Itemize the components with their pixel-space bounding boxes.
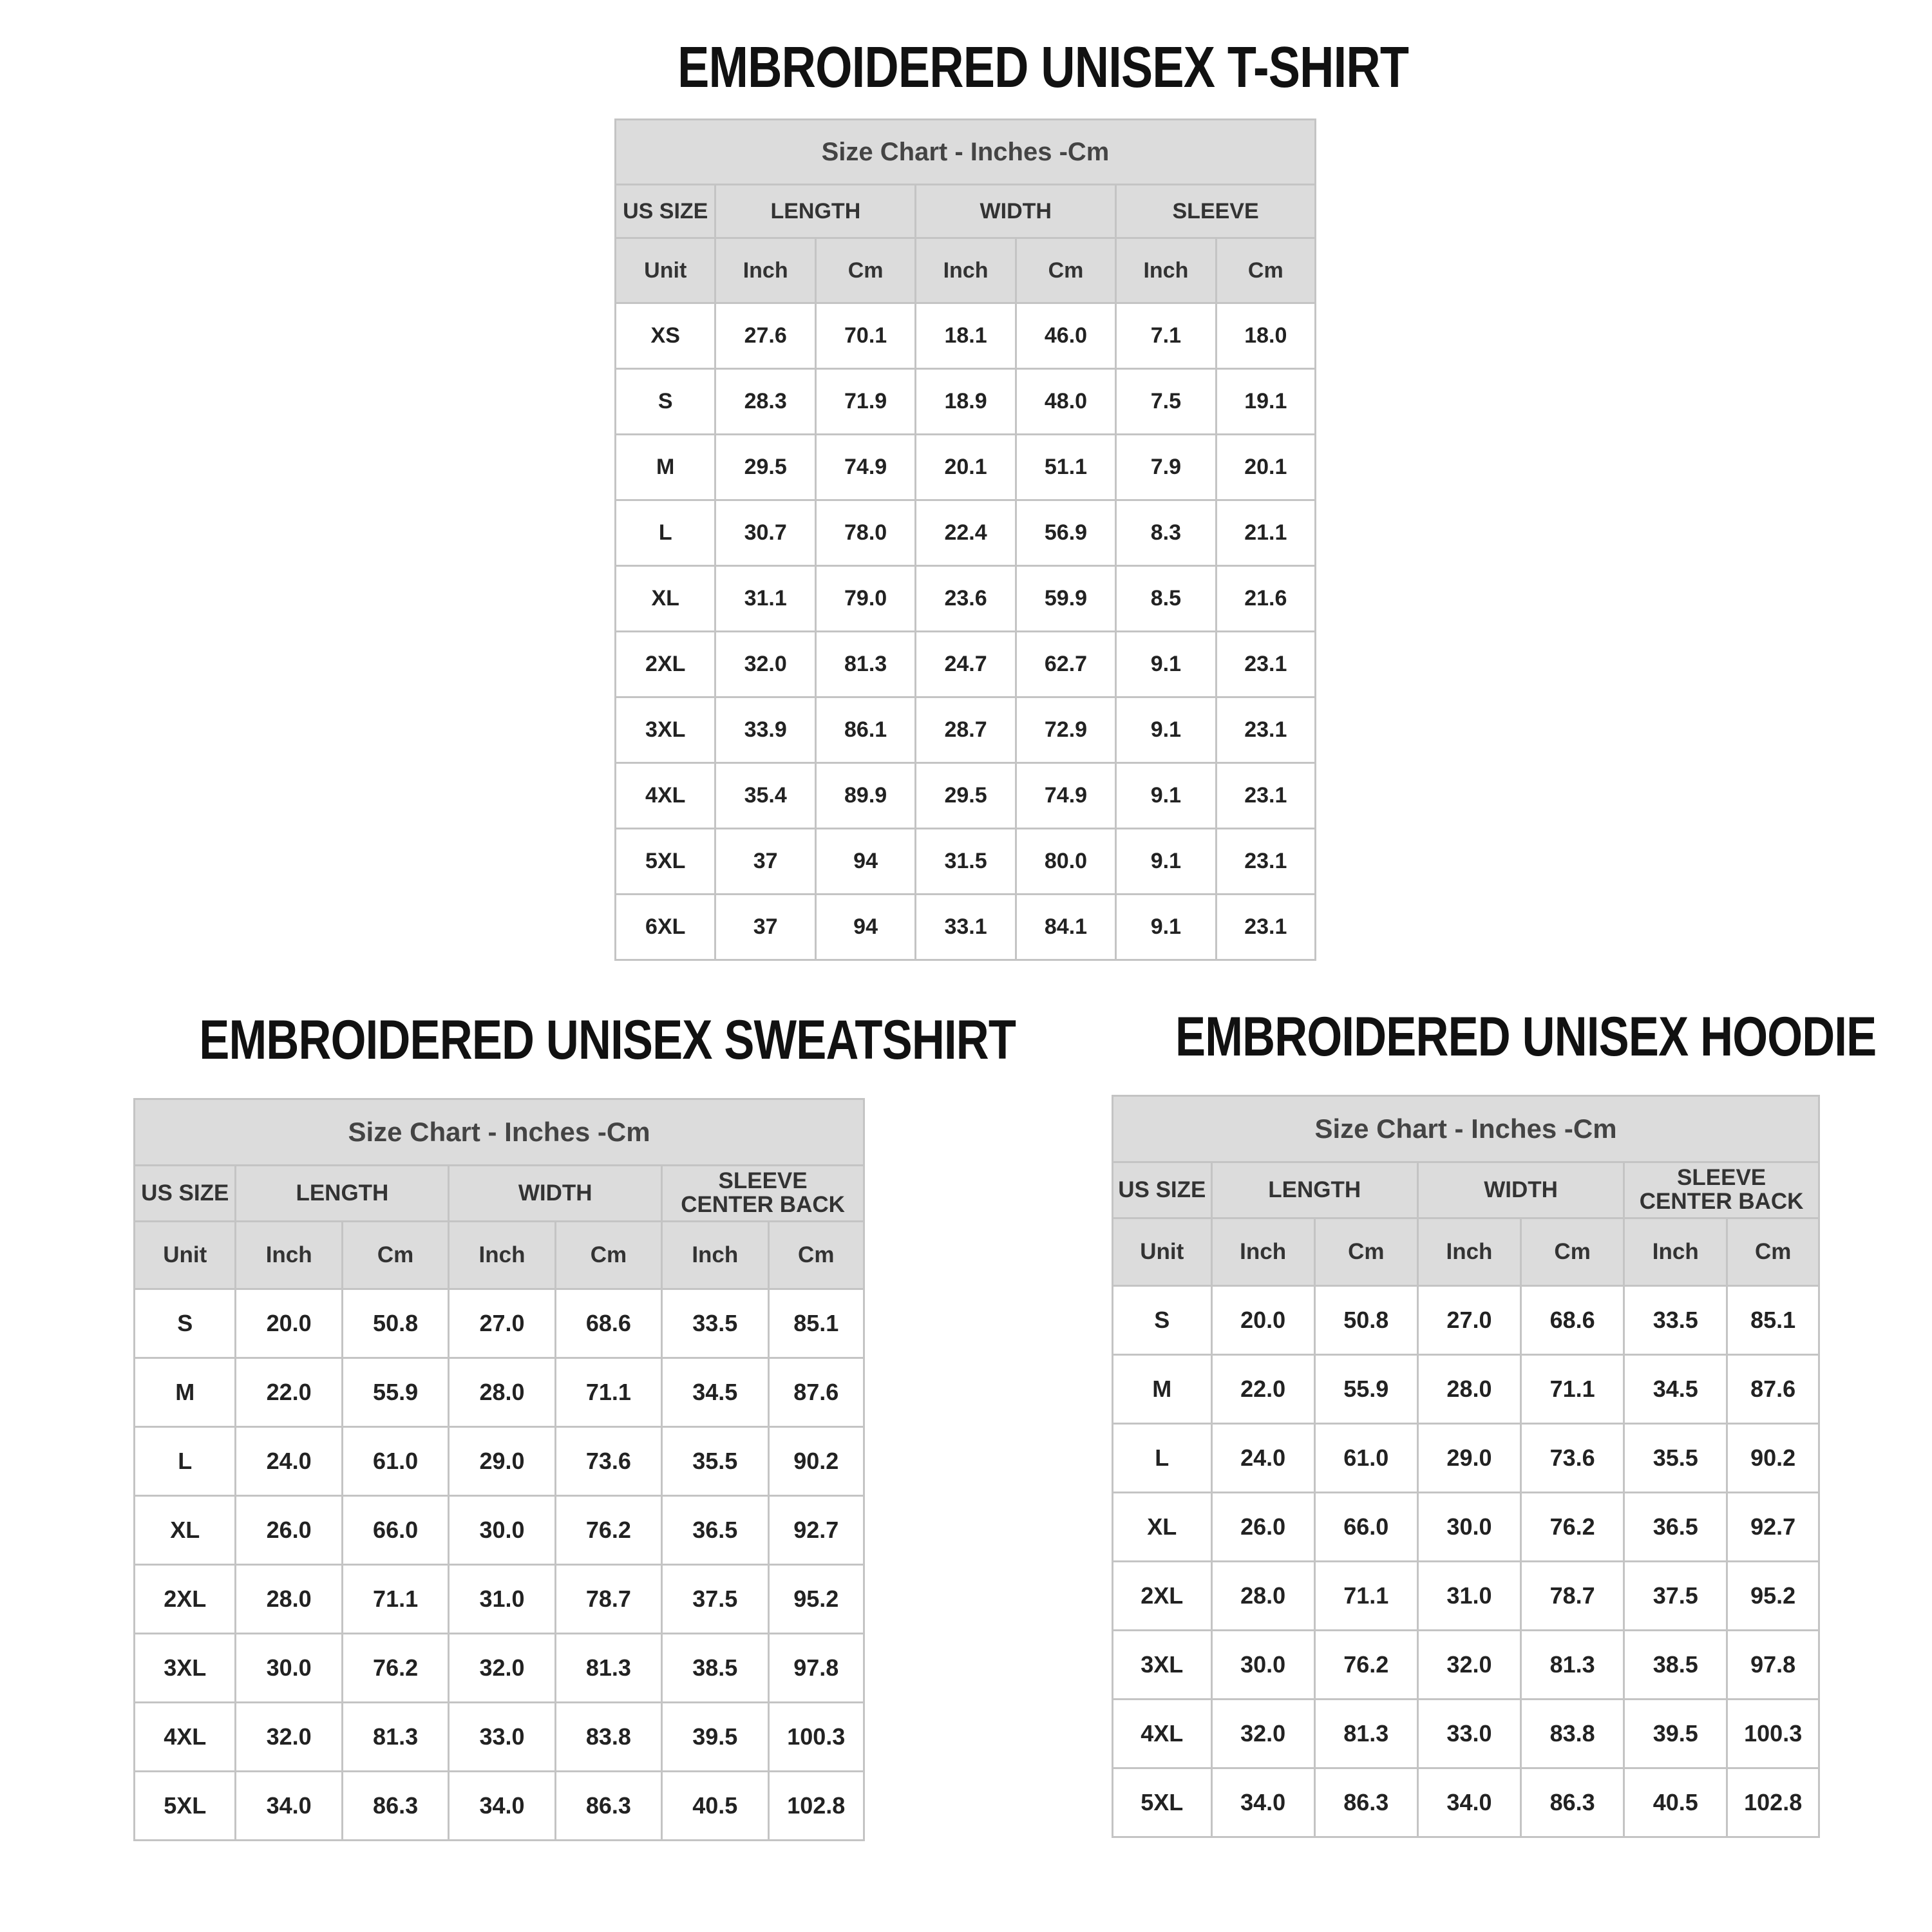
measurement-cell: 33.0	[1417, 1700, 1520, 1768]
measurement-cell: 76.2	[1521, 1493, 1624, 1562]
measurement-cell: 79.0	[815, 566, 915, 632]
measurement-cell: 22.0	[236, 1358, 342, 1427]
table-row	[616, 369, 1316, 435]
table-row	[135, 1772, 864, 1841]
measurement-cell: 66.0	[1314, 1493, 1417, 1562]
measurement-cell: 87.6	[1727, 1355, 1819, 1424]
measurement-cell: 71.1	[1314, 1562, 1417, 1631]
tshirt-size-table	[614, 118, 1316, 961]
measurement-cell: 34.5	[1624, 1355, 1727, 1424]
measurement-cell: 84.1	[1016, 895, 1115, 960]
size-cell: 4XL	[616, 763, 715, 829]
width-header: WIDTH	[1417, 1162, 1624, 1218]
length-header: LENGTH	[1211, 1162, 1417, 1218]
size-cell: S	[616, 369, 715, 435]
measurement-cell: 8.3	[1116, 500, 1216, 566]
measurement-cell: 100.3	[768, 1703, 864, 1772]
measurement-cell: 92.7	[1727, 1493, 1819, 1562]
measurement-cell: 19.1	[1216, 369, 1315, 435]
measurement-cell: 71.1	[1521, 1355, 1624, 1424]
table-row	[616, 566, 1316, 632]
measurement-cell: 27.6	[715, 303, 815, 369]
measurement-cell: 33.9	[715, 697, 815, 763]
measurement-cell: 86.3	[1521, 1768, 1624, 1837]
table-caption: Size Chart - Inches -Cm	[1113, 1096, 1819, 1162]
cm-header: Cm	[815, 238, 915, 303]
measurement-cell: 9.1	[1116, 895, 1216, 960]
measurement-cell: 86.1	[815, 697, 915, 763]
measurement-cell: 37.5	[1624, 1562, 1727, 1631]
measurement-cell: 28.7	[916, 697, 1016, 763]
width-header: WIDTH	[449, 1166, 662, 1222]
measurement-cell: 81.3	[342, 1703, 448, 1772]
size-cell: S	[135, 1289, 236, 1358]
measurement-cell: 68.6	[555, 1289, 661, 1358]
measurement-cell: 56.9	[1016, 500, 1115, 566]
measurement-cell: 62.7	[1016, 632, 1115, 697]
measurement-cell: 71.1	[555, 1358, 661, 1427]
measurement-cell: 70.1	[815, 303, 915, 369]
hoodie-title: EMBROIDERED UNISEX HOODIE	[1175, 1006, 1877, 1068]
table-row	[1113, 1562, 1819, 1631]
length-header: LENGTH	[715, 185, 916, 238]
measurement-cell: 51.1	[1016, 435, 1115, 500]
measurement-cell: 23.1	[1216, 763, 1315, 829]
measurement-cell: 30.0	[449, 1496, 555, 1565]
length-header: LENGTH	[236, 1166, 449, 1222]
table-row	[1113, 1700, 1819, 1768]
measurement-cell: 61.0	[1314, 1424, 1417, 1493]
measurement-cell: 100.3	[1727, 1700, 1819, 1768]
size-cell: L	[135, 1427, 236, 1496]
unit-header: Unit	[616, 238, 715, 303]
inch-header: Inch	[715, 238, 815, 303]
measurement-cell: 30.0	[1211, 1631, 1314, 1700]
measurement-cell: 31.0	[1417, 1562, 1520, 1631]
size-cell: 2XL	[1113, 1562, 1212, 1631]
size-cell: M	[616, 435, 715, 500]
unit-header: Unit	[135, 1222, 236, 1289]
measurement-cell: 21.1	[1216, 500, 1315, 566]
size-cell: L	[1113, 1424, 1212, 1493]
measurement-cell: 68.6	[1521, 1286, 1624, 1355]
measurement-cell: 90.2	[768, 1427, 864, 1496]
measurement-cell: 30.7	[715, 500, 815, 566]
measurement-cell: 85.1	[1727, 1286, 1819, 1355]
cm-header: Cm	[1314, 1218, 1417, 1286]
measurement-cell: 28.0	[449, 1358, 555, 1427]
cm-header: Cm	[1016, 238, 1115, 303]
measurement-cell: 86.3	[342, 1772, 448, 1841]
size-cell: 3XL	[1113, 1631, 1212, 1700]
measurement-cell: 59.9	[1016, 566, 1115, 632]
measurement-cell: 35.5	[1624, 1424, 1727, 1493]
table-row	[616, 632, 1316, 697]
measurement-cell: 34.5	[662, 1358, 768, 1427]
measurement-cell: 35.5	[662, 1427, 768, 1496]
measurement-cell: 29.5	[916, 763, 1016, 829]
measurement-cell: 33.5	[1624, 1286, 1727, 1355]
measurement-cell: 94	[815, 895, 915, 960]
table-row	[135, 1358, 864, 1427]
measurement-cell: 34.0	[449, 1772, 555, 1841]
size-cell: XL	[1113, 1493, 1212, 1562]
size-cell: XL	[616, 566, 715, 632]
measurement-cell: 71.9	[815, 369, 915, 435]
size-cell: 4XL	[135, 1703, 236, 1772]
measurement-cell: 55.9	[1314, 1355, 1417, 1424]
sweatshirt-size-table	[133, 1098, 865, 1841]
sleeve-label: SLEEVE	[718, 1168, 808, 1194]
measurement-cell: 80.0	[1016, 829, 1115, 895]
center-back-label: CENTER BACK	[1639, 1189, 1804, 1214]
measurement-cell: 33.5	[662, 1289, 768, 1358]
measurement-cell: 36.5	[662, 1496, 768, 1565]
measurement-cell: 38.5	[1624, 1631, 1727, 1700]
measurement-cell: 7.9	[1116, 435, 1216, 500]
table-caption: Size Chart - Inches -Cm	[616, 120, 1316, 185]
table-row	[1113, 1768, 1819, 1837]
measurement-cell: 32.0	[1211, 1700, 1314, 1768]
measurement-cell: 33.1	[916, 895, 1016, 960]
measurement-cell: 18.9	[916, 369, 1016, 435]
measurement-cell: 9.1	[1116, 697, 1216, 763]
table-row	[1113, 1493, 1819, 1562]
measurement-cell: 29.5	[715, 435, 815, 500]
cm-header: Cm	[1727, 1218, 1819, 1286]
measurement-cell: 29.0	[1417, 1424, 1520, 1493]
measurement-cell: 35.4	[715, 763, 815, 829]
measurement-cell: 28.0	[1417, 1355, 1520, 1424]
measurement-cell: 61.0	[342, 1427, 448, 1496]
measurement-cell: 7.1	[1116, 303, 1216, 369]
size-cell: L	[616, 500, 715, 566]
sleeve-center-back-header	[1624, 1162, 1819, 1218]
measurement-cell: 37.5	[662, 1565, 768, 1634]
measurement-cell: 28.0	[236, 1565, 342, 1634]
table-row	[616, 895, 1316, 960]
unit-header: Unit	[1113, 1218, 1212, 1286]
inch-header: Inch	[1211, 1218, 1314, 1286]
measurement-cell: 9.1	[1116, 763, 1216, 829]
measurement-cell: 37	[715, 895, 815, 960]
sleeve-header: SLEEVE	[1116, 185, 1316, 238]
measurement-cell: 20.1	[916, 435, 1016, 500]
measurement-cell: 24.7	[916, 632, 1016, 697]
tshirt-title: EMBROIDERED UNISEX T-SHIRT	[677, 35, 1409, 100]
measurement-cell: 72.9	[1016, 697, 1115, 763]
width-header: WIDTH	[916, 185, 1116, 238]
measurement-cell: 24.0	[1211, 1424, 1314, 1493]
measurement-cell: 39.5	[1624, 1700, 1727, 1768]
measurement-cell: 78.0	[815, 500, 915, 566]
inch-header: Inch	[449, 1222, 555, 1289]
measurement-cell: 94	[815, 829, 915, 895]
measurement-cell: 9.1	[1116, 632, 1216, 697]
measurement-cell: 28.3	[715, 369, 815, 435]
inch-header: Inch	[1417, 1218, 1520, 1286]
sweatshirt-title: EMBROIDERED UNISEX SWEATSHIRT	[199, 1009, 1016, 1071]
measurement-cell: 78.7	[555, 1565, 661, 1634]
cm-header: Cm	[768, 1222, 864, 1289]
measurement-cell: 95.2	[768, 1565, 864, 1634]
size-cell: 5XL	[135, 1772, 236, 1841]
tshirt-section	[614, 26, 1409, 961]
measurement-cell: 33.0	[449, 1703, 555, 1772]
size-cell: M	[135, 1358, 236, 1427]
measurement-cell: 31.5	[916, 829, 1016, 895]
measurement-cell: 39.5	[662, 1703, 768, 1772]
measurement-cell: 78.7	[1521, 1562, 1624, 1631]
measurement-cell: 32.0	[236, 1703, 342, 1772]
measurement-cell: 23.1	[1216, 829, 1315, 895]
measurement-cell: 9.1	[1116, 829, 1216, 895]
size-cell: 5XL	[1113, 1768, 1212, 1837]
center-back-label: CENTER BACK	[681, 1192, 845, 1217]
measurement-cell: 40.5	[1624, 1768, 1727, 1837]
measurement-cell: 81.3	[1521, 1631, 1624, 1700]
cm-header: Cm	[1216, 238, 1315, 303]
sweatshirt-section	[133, 1001, 1016, 1841]
measurement-cell: 32.0	[449, 1634, 555, 1703]
measurement-cell: 31.0	[449, 1565, 555, 1634]
hoodie-size-table	[1112, 1095, 1820, 1838]
sleeve-center-back-header	[662, 1166, 864, 1222]
measurement-cell: 95.2	[1727, 1562, 1819, 1631]
measurement-cell: 86.3	[555, 1772, 661, 1841]
measurement-cell: 76.2	[342, 1634, 448, 1703]
table-row	[135, 1427, 864, 1496]
measurement-cell: 83.8	[1521, 1700, 1624, 1768]
measurement-cell: 21.6	[1216, 566, 1315, 632]
measurement-cell: 34.0	[1211, 1768, 1314, 1837]
table-row	[616, 303, 1316, 369]
measurement-cell: 7.5	[1116, 369, 1216, 435]
us-size-header: US SIZE	[616, 185, 715, 238]
table-row	[135, 1634, 864, 1703]
us-size-header: US SIZE	[1113, 1162, 1212, 1218]
table-row	[135, 1289, 864, 1358]
measurement-cell: 74.9	[815, 435, 915, 500]
measurement-cell: 20.0	[1211, 1286, 1314, 1355]
measurement-cell: 23.1	[1216, 632, 1315, 697]
measurement-cell: 27.0	[449, 1289, 555, 1358]
measurement-cell: 102.8	[1727, 1768, 1819, 1837]
measurement-cell: 22.0	[1211, 1355, 1314, 1424]
measurement-cell: 81.3	[1314, 1700, 1417, 1768]
table-row	[616, 697, 1316, 763]
inch-header: Inch	[1116, 238, 1216, 303]
measurement-cell: 26.0	[236, 1496, 342, 1565]
measurement-cell: 38.5	[662, 1634, 768, 1703]
measurement-cell: 46.0	[1016, 303, 1115, 369]
table-row	[135, 1496, 864, 1565]
inch-header: Inch	[236, 1222, 342, 1289]
measurement-cell: 23.1	[1216, 697, 1315, 763]
cm-header: Cm	[555, 1222, 661, 1289]
table-row	[616, 763, 1316, 829]
table-row	[616, 500, 1316, 566]
table-row	[1113, 1631, 1819, 1700]
size-cell: 2XL	[135, 1565, 236, 1634]
table-row	[1113, 1424, 1819, 1493]
measurement-cell: 73.6	[1521, 1424, 1624, 1493]
measurement-cell: 55.9	[342, 1358, 448, 1427]
measurement-cell: 48.0	[1016, 369, 1115, 435]
cm-header: Cm	[1521, 1218, 1624, 1286]
measurement-cell: 8.5	[1116, 566, 1216, 632]
measurement-cell: 18.0	[1216, 303, 1315, 369]
measurement-cell: 86.3	[1314, 1768, 1417, 1837]
measurement-cell: 92.7	[768, 1496, 864, 1565]
measurement-cell: 18.1	[916, 303, 1016, 369]
measurement-cell: 97.8	[1727, 1631, 1819, 1700]
table-row	[616, 829, 1316, 895]
size-cell: 3XL	[135, 1634, 236, 1703]
size-cell: S	[1113, 1286, 1212, 1355]
size-cell: XS	[616, 303, 715, 369]
table-caption: Size Chart - Inches -Cm	[135, 1099, 864, 1166]
measurement-cell: 23.1	[1216, 895, 1315, 960]
measurement-cell: 89.9	[815, 763, 915, 829]
us-size-header: US SIZE	[135, 1166, 236, 1222]
size-cell: 6XL	[616, 895, 715, 960]
measurement-cell: 31.1	[715, 566, 815, 632]
table-row	[135, 1703, 864, 1772]
size-cell: 5XL	[616, 829, 715, 895]
inch-header: Inch	[1624, 1218, 1727, 1286]
measurement-cell: 37	[715, 829, 815, 895]
measurement-cell: 85.1	[768, 1289, 864, 1358]
measurement-cell: 102.8	[768, 1772, 864, 1841]
measurement-cell: 66.0	[342, 1496, 448, 1565]
measurement-cell: 20.1	[1216, 435, 1315, 500]
size-cell: XL	[135, 1496, 236, 1565]
measurement-cell: 34.0	[236, 1772, 342, 1841]
measurement-cell: 32.0	[1417, 1631, 1520, 1700]
measurement-cell: 29.0	[449, 1427, 555, 1496]
measurement-cell: 30.0	[236, 1634, 342, 1703]
measurement-cell: 81.3	[555, 1634, 661, 1703]
measurement-cell: 27.0	[1417, 1286, 1520, 1355]
cm-header: Cm	[342, 1222, 448, 1289]
measurement-cell: 87.6	[768, 1358, 864, 1427]
measurement-cell: 76.2	[555, 1496, 661, 1565]
measurement-cell: 23.6	[916, 566, 1016, 632]
measurement-cell: 97.8	[768, 1634, 864, 1703]
measurement-cell: 74.9	[1016, 763, 1115, 829]
size-cell: 2XL	[616, 632, 715, 697]
measurement-cell: 90.2	[1727, 1424, 1819, 1493]
hoodie-section	[1112, 998, 1877, 1838]
measurement-cell: 32.0	[715, 632, 815, 697]
inch-header: Inch	[916, 238, 1016, 303]
measurement-cell: 83.8	[555, 1703, 661, 1772]
table-row	[616, 435, 1316, 500]
measurement-cell: 76.2	[1314, 1631, 1417, 1700]
measurement-cell: 34.0	[1417, 1768, 1520, 1837]
measurement-cell: 26.0	[1211, 1493, 1314, 1562]
measurement-cell: 71.1	[342, 1565, 448, 1634]
table-row	[135, 1565, 864, 1634]
measurement-cell: 36.5	[1624, 1493, 1727, 1562]
measurement-cell: 22.4	[916, 500, 1016, 566]
inch-header: Inch	[662, 1222, 768, 1289]
measurement-cell: 40.5	[662, 1772, 768, 1841]
measurement-cell: 50.8	[342, 1289, 448, 1358]
sleeve-label: SLEEVE	[1677, 1165, 1766, 1191]
size-cell: M	[1113, 1355, 1212, 1424]
measurement-cell: 73.6	[555, 1427, 661, 1496]
measurement-cell: 28.0	[1211, 1562, 1314, 1631]
size-cell: 3XL	[616, 697, 715, 763]
table-row	[1113, 1286, 1819, 1355]
measurement-cell: 81.3	[815, 632, 915, 697]
table-row	[1113, 1355, 1819, 1424]
measurement-cell: 30.0	[1417, 1493, 1520, 1562]
measurement-cell: 50.8	[1314, 1286, 1417, 1355]
size-cell: 4XL	[1113, 1700, 1212, 1768]
measurement-cell: 24.0	[236, 1427, 342, 1496]
measurement-cell: 20.0	[236, 1289, 342, 1358]
